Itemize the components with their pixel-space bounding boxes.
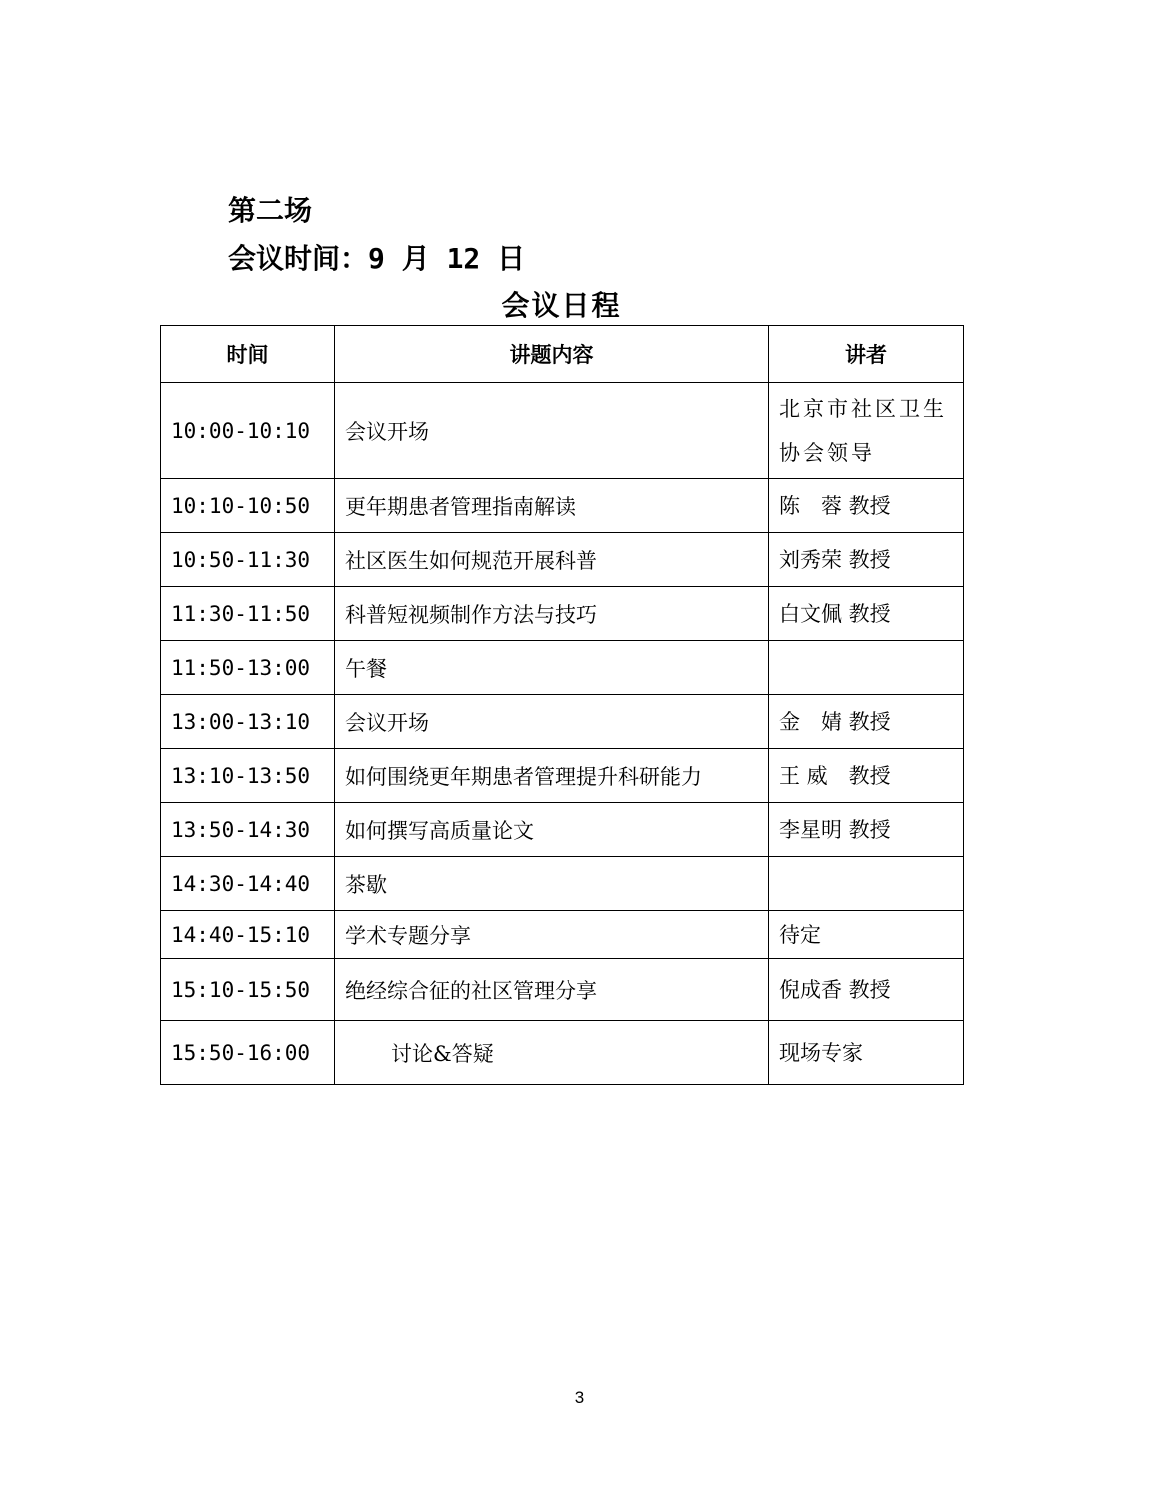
- row-time: 14:40-15:10: [161, 911, 335, 959]
- row-topic: 社区医生如何规范开展科普: [335, 533, 769, 587]
- row-time: 13:00-13:10: [161, 695, 335, 749]
- row-topic: 如何围绕更年期患者管理提升科研能力: [335, 749, 769, 803]
- row-time: 10:10-10:50: [161, 479, 335, 533]
- schedule-title: 会议日程: [501, 289, 622, 322]
- row-speaker: 白文佩 教授: [769, 587, 964, 641]
- row-speaker: [769, 641, 964, 695]
- row-topic: 会议开场: [335, 695, 769, 749]
- row-time: 11:50-13:00: [161, 641, 335, 695]
- column-header-speaker: 讲者: [769, 326, 964, 383]
- table-header-row: [161, 326, 964, 383]
- row-speaker: 王 威 教授: [769, 749, 964, 803]
- table-row: [161, 803, 964, 857]
- schedule-table: [160, 325, 964, 1085]
- table-row: [161, 533, 964, 587]
- row-speaker: 金 婧 教授: [769, 695, 964, 749]
- row-speaker: 现场专家: [769, 1021, 964, 1085]
- row-speaker: [769, 857, 964, 911]
- row-speaker: 北京市社区卫生协会领导: [769, 383, 964, 479]
- row-speaker: 倪成香 教授: [769, 959, 964, 1021]
- table-row: [161, 1021, 964, 1085]
- table-row: [161, 383, 964, 479]
- row-topic: 讨论&答疑: [335, 1021, 769, 1085]
- session-title: 第二场: [228, 194, 313, 227]
- row-topic: 学术专题分享: [335, 911, 769, 959]
- table-row: [161, 587, 964, 641]
- table-row: [161, 911, 964, 959]
- table-row: [161, 695, 964, 749]
- page-number: 3: [574, 1388, 585, 1407]
- row-topic: 绝经综合征的社区管理分享: [335, 959, 769, 1021]
- row-topic: 会议开场: [335, 383, 769, 479]
- row-topic: 茶歇: [335, 857, 769, 911]
- row-time: 15:10-15:50: [161, 959, 335, 1021]
- row-speaker: 刘秀荣 教授: [769, 533, 964, 587]
- row-topic: 午餐: [335, 641, 769, 695]
- table-row: [161, 959, 964, 1021]
- row-time: 13:10-13:50: [161, 749, 335, 803]
- row-topic: 如何撰写高质量论文: [335, 803, 769, 857]
- column-header-topic: 讲题内容: [335, 326, 769, 383]
- row-time: 11:30-11:50: [161, 587, 335, 641]
- row-speaker: 李星明 教授: [769, 803, 964, 857]
- row-speaker: 陈 蓉 教授: [769, 479, 964, 533]
- row-time: 10:50-11:30: [161, 533, 335, 587]
- table-row: [161, 479, 964, 533]
- table-row: [161, 641, 964, 695]
- row-speaker: 待定: [769, 911, 964, 959]
- column-header-time: 时间: [161, 326, 335, 383]
- row-time: 14:30-14:40: [161, 857, 335, 911]
- row-time: 15:50-16:00: [161, 1021, 335, 1085]
- row-time: 13:50-14:30: [161, 803, 335, 857]
- table-row: [161, 749, 964, 803]
- table-row: [161, 857, 964, 911]
- row-topic: 更年期患者管理指南解读: [335, 479, 769, 533]
- row-topic: 科普短视频制作方法与技巧: [335, 587, 769, 641]
- session-date: 会议时间：9 月 12 日: [228, 242, 526, 275]
- row-time: 10:00-10:10: [161, 383, 335, 479]
